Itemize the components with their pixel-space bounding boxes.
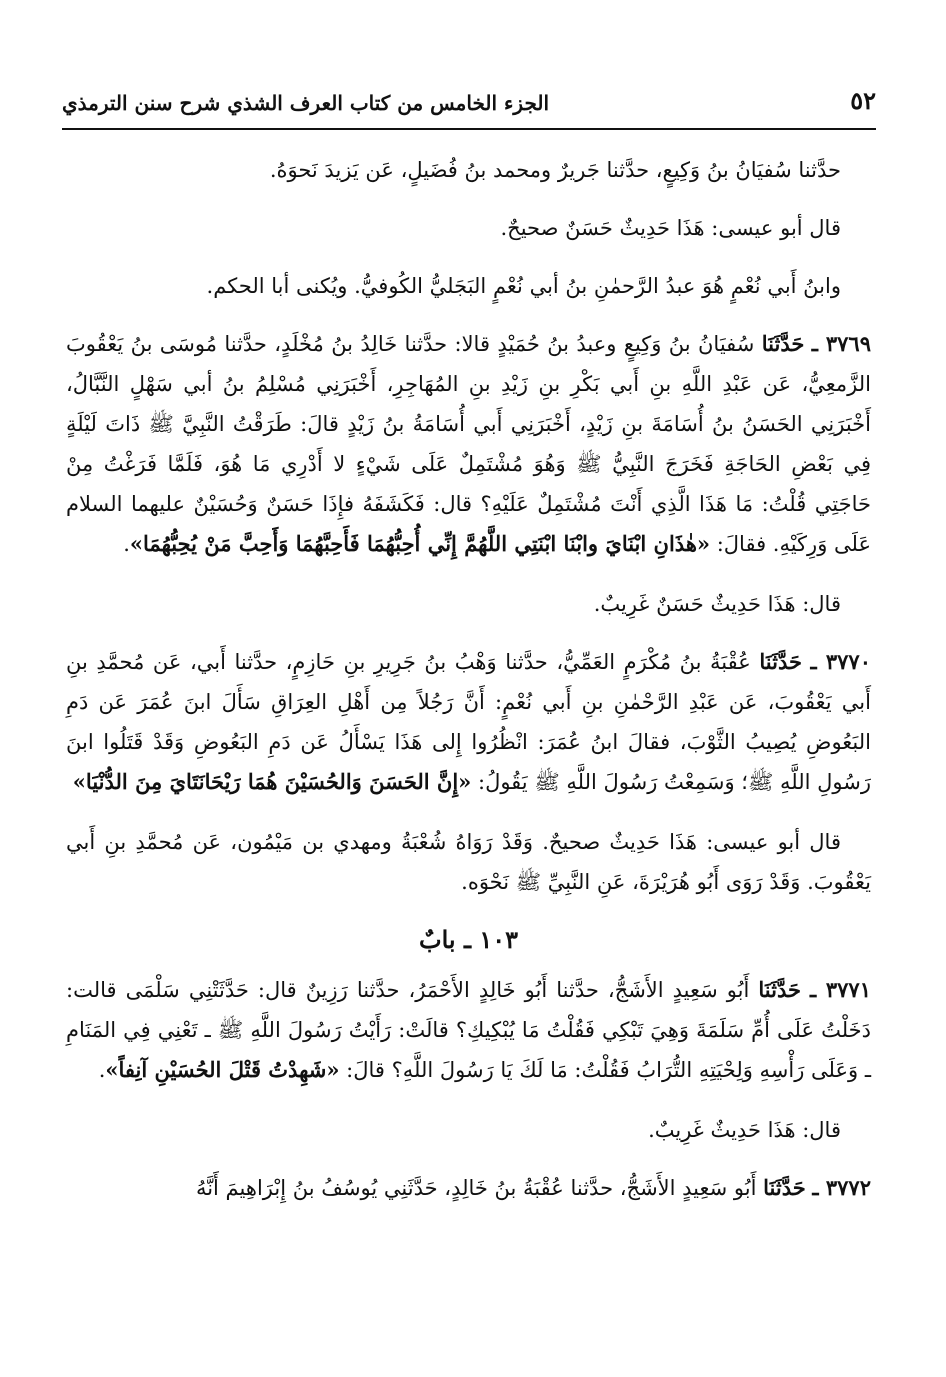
grading-note: قال: هَذَا حَدِيثٌ حَسَنٌ غَرِيبٌ. [593, 592, 841, 616]
hadith-3772 [66, 1168, 871, 1208]
hadith-opening: حَدَّثَنَا [763, 1175, 806, 1200]
page-body [66, 150, 871, 1337]
hadith-text: عُقْبَةُ بنُ مُكْرَمٍ العَمِّيُّ، حدَّثنا وَهْبُ بنُ جَرِيرِ بنِ حَازِمٍ، حدَّثنا أَبي، عَن مُحمَّدِ بنِ أَبي يَعْقُوبَ، عَن عَبْدِ الرَّحْمٰنِ بنِ أَبي نُعْمٍ: أَنَّ رَجُلاً مِن أَهْلِ العِرَاقِ سَأَلَ ابنَ عُمَرَ عَن دَمِ البَعُوضِ يُصِيبُ الثَّوْبَ، فقالَ ابنُ عُمَرَ: انْظُرُوا إِلى هَذَا يَسْأَلُ عَن دَمِ البَعُوضِ وَقَدْ قَتَلُوا ابنَ رَسُولِ اللَّهِ ﷺ؛ وَسَمِعْتُ رَسُولَ اللَّهِ ﷺ يَقُولُ: [66, 650, 871, 794]
hadith-number: ٣٧٦٩ ـ [811, 331, 871, 356]
hadith-number: ٣٧٧١ ـ [810, 977, 871, 1002]
hadith-3770 [66, 642, 871, 802]
hadith-end: . [123, 532, 130, 556]
hadith-text: أَبُو سَعِيدٍ الأَشَجُّ، حدَّثنا عُقْبَةُ بنُ خَالِدٍ، حَدَّثَنِي يُوسُفُ بنُ إِبْرَاهِيمَ أَنَّهُ [195, 1176, 757, 1200]
hadith-opening: حَدَّثَنَا [761, 331, 805, 356]
hadith-3769 [66, 324, 871, 564]
hadith-quote: «هٰذَانِ ابْنَايَ وابْنَا ابْنَتِي اللَّهُمَّ إِنِّي أُحِبُّهُمَا فَأَحِبَّهُمَا وَأَحِبَّ مَنْ يُحِبُّهُمَا» [129, 531, 711, 556]
paragraph: حدَّثنا سُفيَانُ بنُ وَكِيعٍ، حدَّثنا جَريرٌ ومحمد بنُ فُضَيلٍ، عَن يَزيدَ نَحوَهُ. [269, 158, 841, 182]
hadith-quote: «إِنَّ الحَسَنَ وَالحُسَيْنَ هُمَا رَيْحَانَتَايَ مِنَ الدُّنْيَا» [72, 769, 472, 794]
running-title: الجزء الخامس من كتاب العرف الشذي شرح سنن الترمذي [62, 91, 550, 115]
hadith-text: أَبُو سَعِيدٍ الأَشَجُّ، حدَّثنا أَبُو خَالِدٍ الأَحْمَرُ، حدَّثنا رَزِينٌ قال: حَدَّثَتْنِي سَلْمَى قالت: دَخَلْتُ عَلَى أُمِّ سَلَمَةَ وَهِيَ تَبْكِي فَقُلْتُ مَا يُبْكِيكِ؟ قالَتْ: رَأَيْتُ رَسُولَ اللَّهِ ﷺ ـ تَعْنِي فِي المَنَامِ ـ وَعَلَى رَأْسِهِ وَلِحْيَتِهِ التُّرَابُ فَقُلْتُ: مَا لَكَ يَا رَسُولَ اللَّهِ؟ قالَ: [66, 978, 871, 1082]
page-number: ٥٢ [850, 86, 876, 115]
hadith-text: سُفيَانُ بنُ وَكِيعٍ وعبدُ بنُ حُمَيْدٍ قالا: حدَّثنا خَالِدُ بنُ مُخْلَدٍ، حدَّثنا مُوسَى بنُ يَعْقُوبَ الزَّمعِيُّ، عَن عَبْدِ اللَّهِ بنِ أَبي بَكْرِ بنِ زَيْدِ بنِ المُهَاجِرِ، أَخْبَرَنِي مُسْلِمُ بنُ أبي سَهْلٍ النَّبَّالُ، أَخْبَرَنِي الحَسَنُ بنُ أُسَامَةَ بنِ زَيْدٍ، أَخْبَرَنِي أَبي أُسَامَةُ بنُ زَيْدٍ قالَ: طَرَقْتُ النَّبِيَّ ﷺ ذَاتَ لَيْلَةٍ فِي بَعْضِ الحَاجَةِ فَخَرَجَ النَّبِيُّ ﷺ وَهُوَ مُشْتَمِلٌ عَلَى شَيْءٍ لا أَدْرِي مَا هُوَ، فَلَمَّا فَرَغْتُ مِنْ حَاجَتِي قُلْتُ: مَا هَذَا الَّذِي أَنْتَ مُشْتَمِلٌ عَلَيْهِ؟ قال: فَكَشَفَهُ فإِذَا حَسَنٌ وَحُسَيْنٌ عليهما السلام عَلَى وَرِكَيْهِ. فقالَ: [66, 332, 871, 556]
hadith-number: ٣٧٧٢ ـ [812, 1175, 871, 1200]
chapter-heading: ١٠٣ ـ بابٌ [419, 925, 518, 954]
hadith-3771 [66, 970, 871, 1090]
page-header [62, 84, 876, 130]
hadith-number: ٣٧٧٠ ـ [810, 649, 871, 674]
hadith-opening: حَدَّثَنَا [758, 977, 801, 1002]
paragraph: وابنُ أَبي نُعْمٍ هُوَ عبدُ الرَّحمٰنِ بنُ أبي نُعْمٍ البَجَليُّ الكُوفيُّ. ويُكنى أبا الحكم. [206, 274, 841, 298]
hadith-end: . [98, 1058, 106, 1082]
hadith-opening: حَدَّثَنَا [759, 649, 802, 674]
grading-note: قال: هَذَا حَدِيثٌ غَرِيبٌ. [648, 1118, 841, 1142]
paragraph: قال أبو عيسى: هَذَا حَدِيثٌ حَسَنٌ صحيحٌ. [500, 216, 841, 240]
hadith-quote: «شَهِدْتُ قَتْلَ الحُسَيْنِ آنِفاً» [105, 1057, 340, 1082]
grading-note: قال أبو عيسى: هَذَا حَدِيثٌ صحيحٌ. وَقَدْ رَوَاهُ شُعْبَةُ ومهدي بن مَيْمُون، عَن مُحمَّدِ بنِ أَبي يَعْقُوبَ. وَقَدْ رَوَى أَبُو هُرَيْرَةَ، عَنِ النَّبِيِّ ﷺ نَحْوَه. [66, 830, 871, 894]
